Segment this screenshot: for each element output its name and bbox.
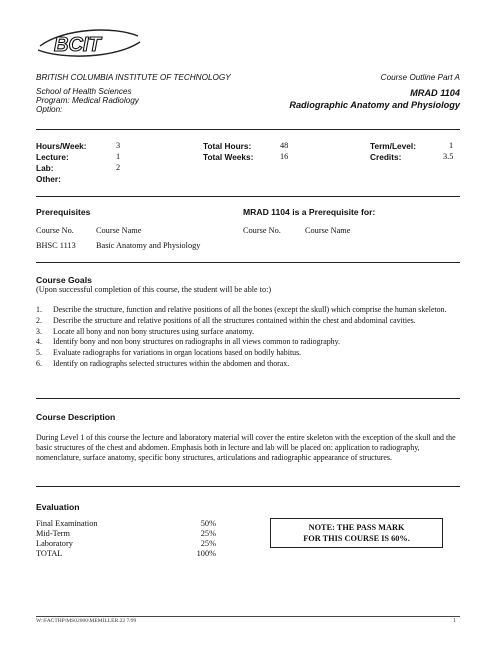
pass-mark-note (270, 518, 443, 548)
course-code: MRAD 1104 (410, 88, 460, 98)
description-heading: Course Description (36, 412, 116, 422)
divider (36, 129, 460, 130)
note-line-2: FOR THIS COURSE IS 60%. (303, 534, 410, 543)
term-label: Term/Level: (370, 141, 416, 151)
goal-text: Identify bony and non bony structures on radiographs in all views common to radiography. (53, 337, 340, 347)
goals-list (36, 305, 456, 370)
goal-item (36, 305, 456, 315)
evaluation-item-percent: 50% (200, 519, 216, 528)
lecture-label: Lecture: (36, 152, 69, 162)
program-name: Program: Medical Radiology (36, 96, 139, 105)
divider (36, 486, 460, 487)
lab-value: 2 (116, 163, 121, 172)
hours-week-label: Hours/Week: (36, 141, 87, 151)
evaluation-item-percent: 100% (196, 549, 216, 558)
goal-item (36, 348, 456, 358)
goal-number: 1. (36, 305, 42, 314)
prereq-course-no: BHSC 1113 (36, 241, 76, 250)
total-hours-value: 48 (280, 141, 289, 150)
evaluation-item-name: TOTAL (36, 549, 63, 558)
goal-number: 3. (36, 326, 42, 336)
bcit-logo (34, 26, 144, 60)
divider (36, 398, 460, 399)
goals-heading: Course Goals (36, 275, 92, 285)
evaluation-item-name: Laboratory (36, 539, 73, 548)
col-course-name-right: Course Name (305, 226, 351, 235)
credits-value: 3.5 (443, 152, 454, 161)
evaluation-heading: Evaluation (36, 502, 80, 512)
goal-item (36, 316, 456, 326)
goal-item (36, 337, 456, 347)
footer-divider (36, 616, 460, 617)
prerequisites-heading: Prerequisites (36, 207, 91, 217)
goal-number: 4. (36, 337, 42, 347)
credits-label: Credits: (370, 152, 402, 162)
goal-item (36, 327, 456, 337)
divider (36, 262, 460, 263)
goal-item (36, 359, 456, 369)
goals-intro: (Upon successful completion of this course, the student will be able to:) (36, 285, 272, 294)
school-name: School of Health Sciences (36, 87, 132, 96)
lecture-value: 1 (116, 152, 121, 161)
evaluation-item-percent: 25% (200, 539, 216, 548)
col-course-name: Course Name (96, 226, 142, 235)
evaluation-item-percent: 25% (200, 529, 216, 538)
other-label: Other: (36, 174, 61, 184)
goal-text: Locate all bony and non bony structures using surface anatomy. (53, 326, 255, 336)
prereq-course-name: Basic Anatomy and Physiology (96, 241, 201, 250)
prerequisite-for-heading: MRAD 1104 is a Prerequisite for: (243, 207, 376, 217)
term-value: 1 (449, 141, 454, 150)
evaluation-item-name: Mid-Term (36, 529, 70, 538)
footer-path: W:\FACTHP\MS02000\MEMILLER.22 7/99 (36, 618, 137, 624)
course-title: Radiographic Anatomy and Physiology (289, 100, 460, 110)
goal-number: 2. (36, 315, 42, 325)
hours-week-value: 3 (116, 141, 121, 150)
goal-text: Evaluate radiographs for variations in organ locations based on bodily habitus. (53, 348, 302, 358)
goal-number: 6. (36, 358, 42, 368)
goal-text: Describe the structure and relative positions of all the structures contained within the chest and abdominal cavities. (53, 315, 416, 325)
outline-part: Course Outline Part A (380, 73, 460, 82)
total-hours-label: Total Hours: (203, 141, 252, 151)
divider (36, 196, 460, 197)
option-label: Option: (36, 105, 63, 114)
col-course-no-right: Course No. (243, 226, 281, 235)
total-weeks-label: Total Weeks: (203, 152, 254, 162)
evaluation-item-name: Final Examination (36, 519, 98, 528)
lab-label: Lab: (36, 163, 54, 173)
description-text: During Level 1 of this course the lecture and laboratory material will cover the entire skeleton with the exception of the skull and the basic structures of the chest and abdomen. Emphasis both in lecture and lab will be placed on: application to radiography, nomenclature, surface anatomy, specific bony structures, articulations and radiographic appearance of structures. (36, 433, 456, 463)
goal-number: 5. (36, 348, 42, 358)
page-number: 1 (453, 618, 456, 624)
note-line-1: NOTE: THE PASS MARK (308, 523, 405, 532)
total-weeks-value: 16 (280, 152, 289, 161)
svg-text:BCIT: BCIT (54, 34, 101, 56)
goal-text: Describe the structure, function and relative positions of all the bones (except the skull) which comprise the human skeleton. (53, 305, 447, 314)
goal-text: Identify on radiographs selected structures within the abdomen and thorax. (53, 358, 290, 368)
col-course-no: Course No. (36, 226, 74, 235)
institute-name: BRITISH COLUMBIA INSTITUTE OF TECHNOLOGY (36, 73, 231, 82)
bcit-logo-graphic (34, 26, 144, 60)
